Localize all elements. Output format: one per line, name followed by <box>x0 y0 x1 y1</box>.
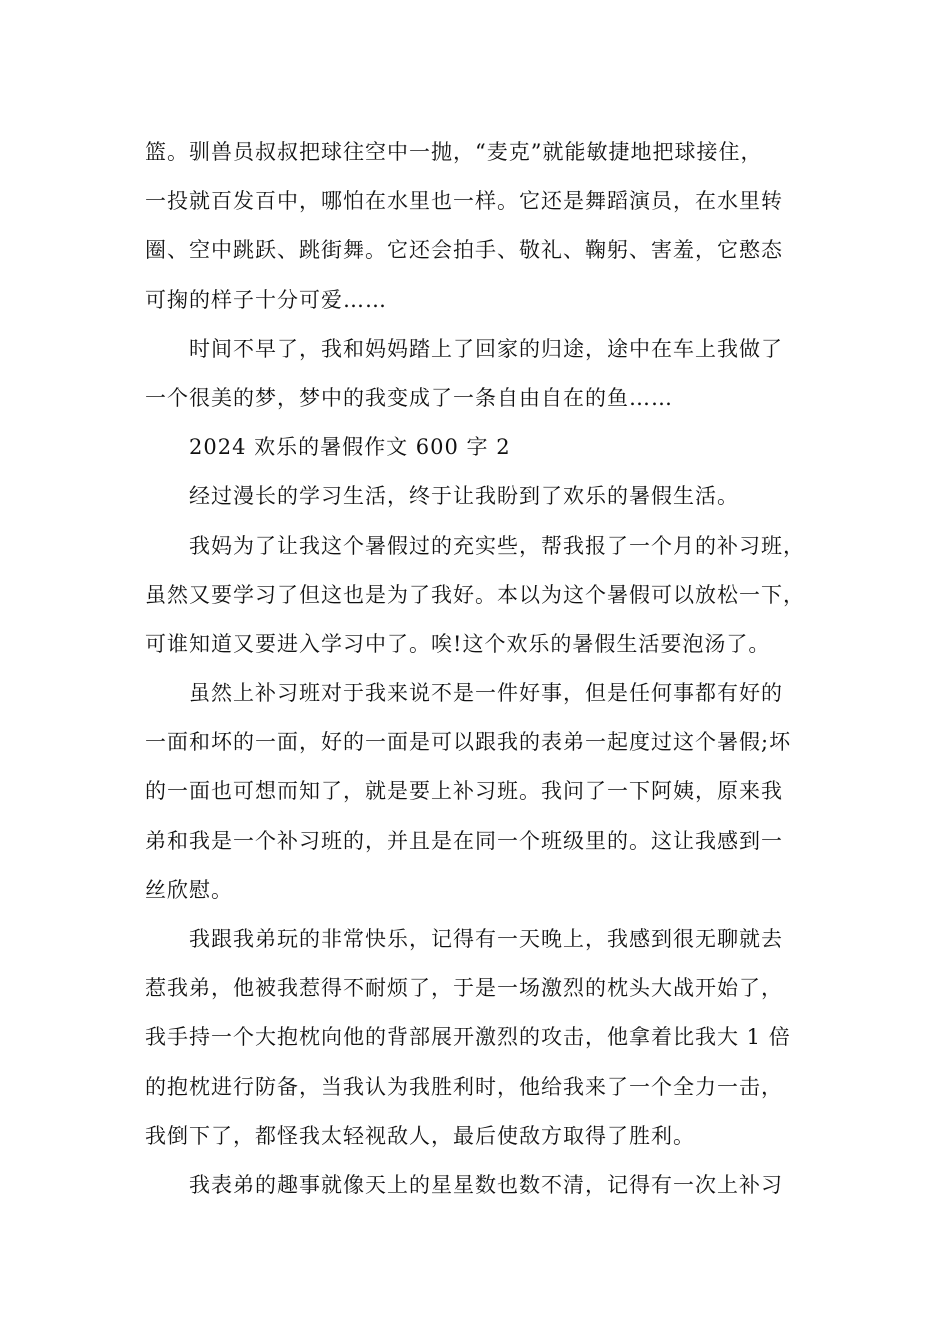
paragraph-first-line: 我妈为了让我这个暑假过的充实些，帮我报了一个月的补习班， <box>189 533 805 558</box>
text-line: 一面和坏的一面，好的一面是可以跟我的表弟一起度过这个暑假;坏 <box>145 730 792 755</box>
text-line: 可谁知道又要进入学习中了。唉!这个欢乐的暑假生活要泡汤了。 <box>145 631 771 656</box>
text-line: 可掬的样子十分可爱…… <box>145 287 387 312</box>
paragraph-first-line: 我跟我弟玩的非常快乐，记得有一天晚上，我感到很无聊就去 <box>189 927 783 951</box>
text-line: 丝欣慰。 <box>145 877 233 902</box>
paragraph-first-line: 虽然上补习班对于我来说不是一件好事，但是任何事都有好的 <box>189 681 783 706</box>
text-line: 我倒下了，都怪我太轻视敌人，最后使敌方取得了胜利。 <box>145 1123 695 1148</box>
text-line: 一个很美的梦，梦中的我变成了一条自由自在的鱼…… <box>145 385 673 410</box>
paragraph-first-line: 我表弟的趣事就像天上的星星数也数不清，记得有一次上补习 <box>189 1172 783 1197</box>
text-line: 篮。驯兽员叔叔把球往空中一抛，“麦克”就能敏捷地把球接住， <box>145 140 763 164</box>
paragraph-first-line: 经过漫长的学习生活，终于让我盼到了欢乐的暑假生活。 <box>189 484 739 509</box>
text-line: 一投就百发百中，哪怕在水里也一样。它还是舞蹈演员，在水里转 <box>145 189 783 214</box>
text-line: 我手持一个大抱枕向他的背部展开激烈的攻击，他拿着比我大 1 倍 <box>145 1025 791 1050</box>
document-body <box>145 128 810 1210</box>
text-line: 的抱枕进行防备，当我认为我胜利时，他给我来了一个全力一击， <box>145 1074 783 1099</box>
text-line: 圈、空中跳跃、跳街舞。它还会拍手、敬礼、鞠躬、害羞，它憨态 <box>145 238 783 263</box>
text-line: 虽然又要学习了但这也是为了我好。本以为这个暑假可以放松一下， <box>145 582 805 607</box>
text-line: 弟和我是一个补习班的，并且是在同一个班级里的。这让我感到一 <box>145 828 783 853</box>
paragraph-first-line: 时间不早了，我和妈妈踏上了回家的归途，途中在车上我做了 <box>189 336 783 361</box>
text-line: 惹我弟，他被我惹得不耐烦了，于是一场激烈的枕头大战开始了， <box>145 976 783 1001</box>
section-heading: 2024 欢乐的暑假作文 600 字 2 <box>189 435 511 460</box>
text-line: 的一面也可想而知了，就是要上补习班。我问了一下阿姨，原来我 <box>145 779 783 804</box>
